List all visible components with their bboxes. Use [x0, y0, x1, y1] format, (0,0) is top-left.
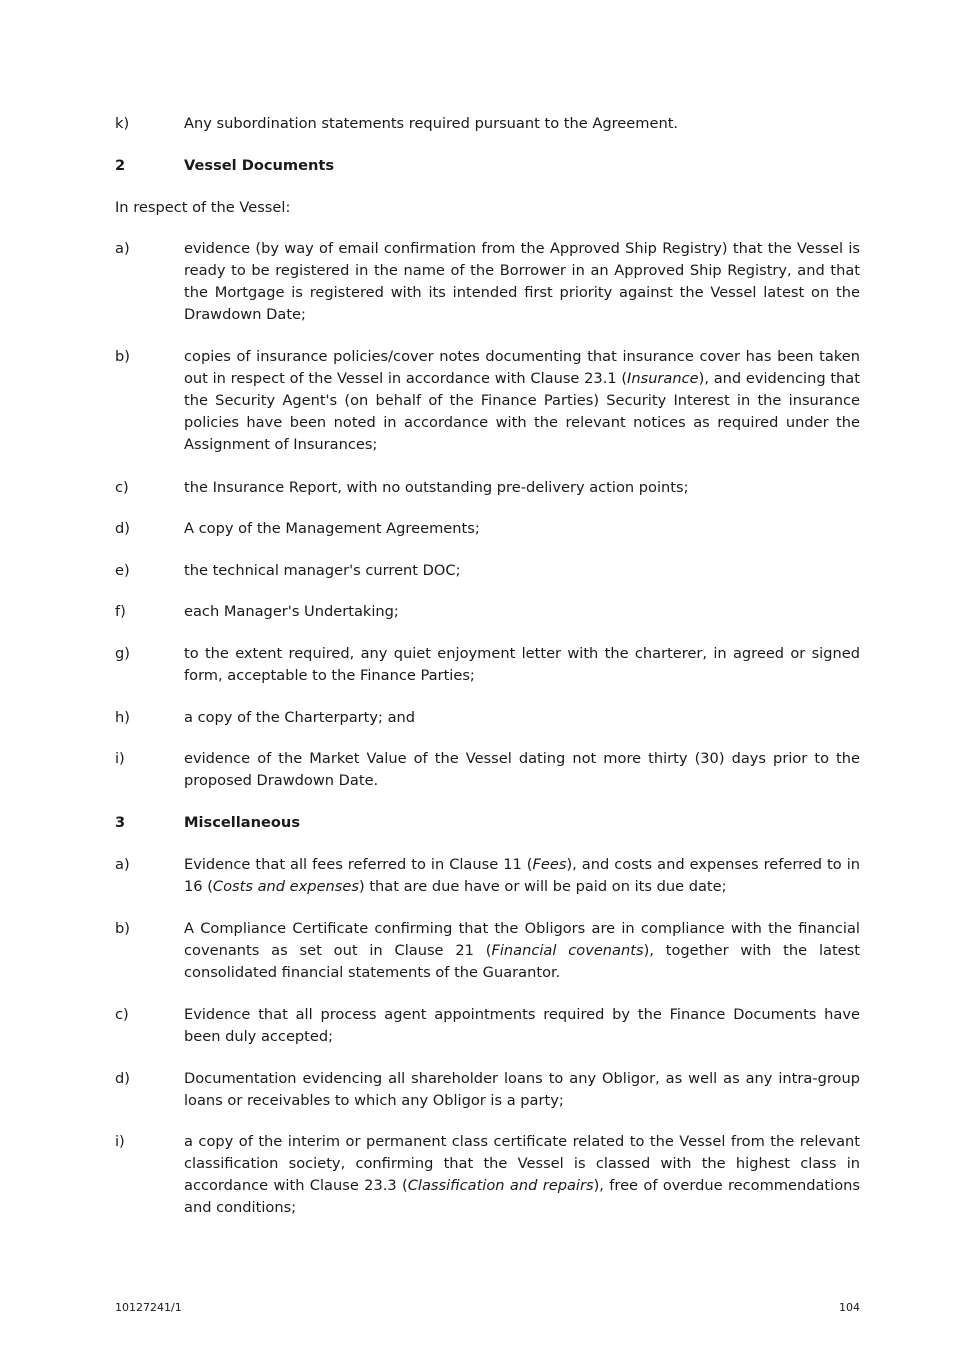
- section-2-intro: In respect of the Vessel:: [115, 199, 291, 216]
- section-number: 2: [115, 157, 126, 174]
- section-title: Vessel Documents: [184, 157, 335, 174]
- item-label: e): [115, 562, 130, 579]
- list-item: [115, 346, 860, 456]
- list-item: [115, 477, 860, 499]
- item-text: Any subordination statements required pursuant to the Agreement.: [184, 115, 679, 132]
- item-label: g): [115, 645, 130, 662]
- list-item: [115, 238, 860, 326]
- item-label: a): [115, 240, 130, 257]
- item-text: to the extent required, any quiet enjoyment letter with the charterer, in agreed or signed form, acceptable to the Finance Parties;: [184, 645, 860, 684]
- list-item-k: [115, 113, 860, 135]
- item-label: f): [115, 603, 126, 620]
- item-text: evidence (by way of email confirmation from the Approved Ship Registry) that the Vessel is ready to be registered in the name of the Borrower in an Approved Ship Registry, and that the Mortgage is registered with its intended first priority against the Vessel latest on the Drawdown Date;: [184, 240, 860, 323]
- item-text: each Manager's Undertaking;: [184, 603, 399, 620]
- list-item: [115, 518, 860, 540]
- item-label: c): [115, 479, 129, 496]
- item-label: b): [115, 348, 130, 365]
- item-label: k): [115, 115, 130, 132]
- footer-doc-id: 10127241/1: [115, 1301, 182, 1314]
- list-item: [115, 748, 860, 792]
- item-text: the Insurance Report, with no outstanding pre-delivery action points;: [184, 479, 689, 496]
- list-item: [115, 1004, 860, 1048]
- item-label: c): [115, 1006, 129, 1023]
- list-item: [115, 643, 860, 687]
- item-label: a): [115, 856, 130, 873]
- list-item: [115, 601, 860, 623]
- item-label: b): [115, 920, 130, 937]
- item-text: Evidence that all fees referred to in Clause 11 (Fees), and costs and expenses referred to in 16 (Costs and expenses) that are due have or will be paid on its due date;: [184, 856, 861, 895]
- item-label: i): [115, 750, 125, 767]
- item-text: a copy of the Charterparty; and: [184, 709, 416, 726]
- list-item: [115, 918, 860, 984]
- section-title: Miscellaneous: [184, 814, 301, 831]
- item-text: copies of insurance policies/cover notes documenting that insurance cover has been taken out in respect of the Vessel in accordance with Clause 23.1 (Insurance), and evidencing that the Security Agent's (on behalf of the Finance Parties) Security Interest in the insurance policies have been noted in accordance with the relevant notices as required under the Assignment of Insurances;: [184, 348, 860, 453]
- item-text: Evidence that all process agent appointments required by the Finance Documents have been duly accepted;: [184, 1006, 860, 1045]
- list-item: [115, 1131, 860, 1219]
- section-2-heading: [115, 155, 860, 177]
- item-text: the technical manager's current DOC;: [184, 562, 461, 579]
- item-text: evidence of the Market Value of the Vessel dating not more thirty (30) days prior to the proposed Drawdown Date.: [184, 750, 860, 789]
- item-label: i): [115, 1133, 125, 1150]
- list-item: [115, 854, 860, 898]
- list-item: [115, 707, 860, 729]
- section-number: 3: [115, 814, 126, 831]
- list-item: [115, 560, 860, 582]
- item-label: d): [115, 1070, 130, 1087]
- footer-page-number: 104: [839, 1301, 860, 1314]
- list-item: [115, 1068, 860, 1112]
- item-text: A copy of the Management Agreements;: [184, 520, 480, 537]
- item-label: h): [115, 709, 130, 726]
- item-text: Documentation evidencing all shareholder loans to any Obligor, as well as any intra-group loans or receivables to which any Obligor is a party;: [184, 1070, 860, 1109]
- item-label: d): [115, 520, 130, 537]
- section-3-heading: [115, 812, 860, 834]
- item-text: A Compliance Certificate confirming that the Obligors are in compliance with the financial covenants as set out in Clause 21 (Financial covenants), together with the latest consolidated financial statements of the Guarantor.: [184, 920, 860, 981]
- item-text: a copy of the interim or permanent class certificate related to the Vessel from the relevant classification society, confirming that the Vessel is classed with the highest class in accordance with Clause 23.3 (Classification and repairs), free of overdue recommendations and conditions;: [184, 1133, 860, 1216]
